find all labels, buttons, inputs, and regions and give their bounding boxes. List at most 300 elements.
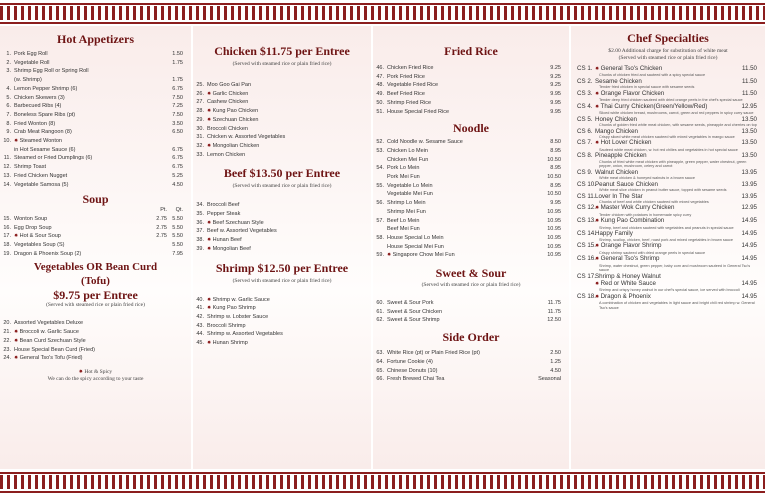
item-name	[14, 346, 191, 355]
item-number: 53.	[376, 147, 384, 154]
menu-item	[373, 308, 569, 317]
item-number: 21.	[3, 329, 11, 336]
item-name	[387, 375, 538, 384]
item-number: 3.	[6, 68, 11, 75]
item-name-text: Sweet & Sour Shrimp	[387, 317, 440, 324]
item-name-text: Mongolian Beef	[212, 245, 251, 252]
item-price: 11.50	[741, 89, 757, 97]
menu-item	[0, 328, 191, 337]
item-number: 46.	[376, 65, 384, 71]
item-name	[14, 120, 161, 129]
item-name-text: Beef Fried Rice	[387, 91, 425, 98]
item-name	[207, 227, 371, 236]
item-name	[387, 234, 539, 243]
item-name	[14, 224, 151, 233]
item-number: 33.	[196, 151, 204, 158]
item-name	[387, 358, 539, 367]
item-name-text: Broccoli Shrimp	[207, 322, 246, 329]
item-name-text: Dragon & Phoenix	[600, 292, 651, 300]
item-name	[595, 78, 735, 85]
item-description: Chunks of chicken fried and sauteed with a spicy special sauce	[599, 73, 706, 78]
item-name	[387, 308, 539, 317]
item-name	[387, 367, 539, 376]
hot-spicy-icon: ✸	[595, 293, 601, 300]
item-name-text: Pork Fried Rice	[387, 73, 425, 80]
item-price-qt: 7.95	[172, 250, 183, 257]
hot-spicy-icon: ✸	[14, 233, 20, 240]
item-name-text: Hunan Shrimp	[212, 340, 248, 347]
item-number: 50.	[376, 99, 384, 106]
spicy-note-detail: We can do the spicy according to your taste	[47, 375, 144, 382]
item-name	[595, 103, 735, 111]
veg-title-tofu: (Tofu)	[81, 275, 110, 288]
menu-item	[193, 322, 371, 331]
item-name	[207, 125, 371, 134]
item-price: 13.50	[741, 152, 757, 160]
item-name-text: Sesame Chicken	[595, 77, 642, 85]
item-name	[387, 81, 539, 90]
item-number: 2.	[6, 59, 11, 66]
menu-item	[373, 81, 569, 90]
shrimp-subtitle: (Served with steamed rice or plain fried rice)	[232, 277, 332, 284]
item-price	[161, 67, 183, 76]
item-number	[373, 156, 387, 165]
menu-item	[373, 225, 569, 234]
item-number	[571, 280, 595, 288]
beef-title: Beef $13.50 per Entree	[223, 166, 341, 181]
item-name-text: Szechuan Chicken	[212, 116, 259, 123]
item-number: 54.	[376, 165, 384, 172]
menu-item	[0, 120, 191, 129]
menu-item	[193, 151, 371, 160]
item-number: CS 18.	[577, 292, 596, 300]
item-name-text: Broccoli Beef	[207, 202, 240, 209]
item-name	[595, 230, 735, 237]
item-name-text: General Tso's Shrimp	[600, 255, 660, 263]
item-name-text: Mongolian Chicken	[212, 142, 260, 149]
menu-item	[193, 245, 371, 254]
menu-item	[193, 201, 371, 210]
item-price: 1.25	[550, 358, 561, 365]
hot-spicy-icon: ✸	[207, 340, 213, 347]
item-description: Chunks of beef and white chicken sauteed with mixed vegetables	[599, 199, 709, 204]
item-name	[207, 296, 371, 305]
hot-spicy-icon: ✸	[595, 140, 601, 147]
item-price: 11.75	[547, 308, 561, 315]
item-number: 61.	[376, 308, 384, 315]
item-name	[595, 273, 735, 280]
item-name	[387, 208, 539, 217]
menu-item	[193, 90, 371, 99]
hot-spicy-icon: ✸	[387, 252, 393, 259]
shrimp-title: Shrimp $12.50 per Entree	[215, 260, 349, 275]
sweet-sour-list	[373, 299, 569, 325]
item-name	[14, 337, 191, 346]
item-number: 27.	[196, 99, 204, 106]
menu-item	[373, 182, 569, 191]
menu-item	[571, 65, 765, 73]
item-name-text: House Special Mei Fun	[387, 243, 444, 250]
menu-item	[571, 181, 765, 188]
item-name-text: Sweet & Sour Chicken	[387, 308, 443, 315]
shrimp-list	[193, 296, 371, 348]
item-number: 64.	[376, 358, 384, 365]
item-name	[595, 181, 735, 188]
item-name-text: Master Wok Curry Chicken	[600, 204, 675, 212]
item-name	[14, 354, 191, 363]
item-name-text: Vegetable Lo Mein	[387, 182, 433, 189]
item-name-text: Chicken Skewers (3)	[14, 94, 65, 101]
hot-spicy-icon: ✸	[207, 305, 213, 312]
menu-item	[571, 204, 765, 212]
side-order-list	[373, 349, 569, 384]
noodle-list	[373, 138, 569, 260]
item-price: 10.95	[547, 226, 561, 233]
item-name	[14, 319, 191, 328]
hot-spicy-icon: ✸	[595, 243, 601, 250]
item-name	[387, 156, 539, 165]
menu-item	[193, 236, 371, 245]
menu-item	[571, 293, 765, 301]
item-price-qt: 5.50	[172, 215, 183, 222]
item-number: CS 2.	[577, 77, 593, 85]
hot-spicy-icon: ✸	[207, 245, 213, 252]
menu-item	[571, 90, 765, 98]
item-name-text: Hot Lover Chicken	[600, 139, 652, 147]
menu-item	[373, 299, 569, 308]
soup-list	[0, 215, 191, 259]
menu-item	[571, 152, 765, 159]
item-number: CS 1.	[577, 65, 593, 72]
item-number: 65.	[376, 367, 384, 374]
item-price-qt: 5.50	[172, 242, 183, 249]
item-name-text: (w. Shrimp)	[14, 77, 42, 84]
item-name-text: Shrimp w. Assorted Vegetables	[207, 331, 283, 338]
menu-item	[193, 142, 371, 151]
item-price: 10.95	[547, 208, 561, 215]
item-name	[387, 99, 539, 108]
item-description: White meat chicken & honeyed walnuts in a brown sauce	[599, 176, 696, 181]
item-description: A combination of chicken and vegetables in light sauce and bright chili red shrimp w. General Tso's sauce	[599, 301, 755, 310]
item-price: 4.50	[172, 181, 183, 188]
item-number: 20.	[3, 320, 11, 327]
item-name	[595, 193, 735, 200]
item-description: White meat slice chicken in peanut butter sauce, topped with sesame seeds	[599, 188, 727, 193]
item-name	[207, 98, 371, 107]
item-name	[387, 164, 539, 173]
item-price-qt: 5.50	[172, 233, 183, 240]
item-number: 55.	[376, 182, 384, 189]
item-price: 8.95	[550, 165, 561, 172]
item-name-text: Kung Pao Chicken	[212, 108, 259, 115]
menu-item	[373, 190, 569, 199]
item-description: Sliced white chicken breast, mushrooms, carrot, green and red peppers in spicy curry sauce	[599, 111, 754, 116]
item-price: 10.95	[547, 217, 561, 224]
item-name	[595, 139, 735, 147]
item-name	[387, 349, 539, 358]
hot-spicy-icon: ✸	[595, 205, 601, 212]
item-name	[207, 219, 371, 228]
item-name	[207, 133, 371, 142]
menu-item	[193, 339, 371, 348]
item-price: 8.95	[550, 147, 561, 154]
veg-subtitle: (Served with steamed rice or plain fried rice)	[46, 302, 145, 309]
beef-subtitle: (Served with steamed rice or plain fried rice)	[232, 183, 332, 190]
item-name	[207, 107, 371, 116]
item-number: CS 16.	[577, 255, 596, 263]
item-number: CS 15.	[577, 242, 596, 250]
item-price: 11.75	[547, 300, 561, 307]
item-number: 59.	[376, 252, 384, 259]
item-price: 14.95	[741, 230, 757, 238]
soup-title: Soup	[82, 192, 109, 207]
item-number: 63.	[376, 350, 384, 357]
item-name-text: Happy Family	[595, 230, 633, 238]
item-name	[14, 172, 161, 181]
item-name	[14, 163, 161, 172]
item-name-text: Shrimp w. Garlic Sauce	[212, 296, 270, 303]
item-name-text: Red or White Sauce	[600, 279, 656, 287]
menu-item	[571, 217, 765, 225]
item-price	[735, 273, 757, 280]
item-price: 7.50	[172, 111, 183, 118]
item-name-text: Chicken w. Assorted Vegetables	[207, 134, 286, 141]
item-name	[207, 81, 371, 90]
item-name-text: Pineapple Chicken	[595, 152, 647, 160]
item-price: 1.50	[172, 51, 183, 57]
item-price: 13.50	[741, 115, 757, 123]
item-name	[14, 250, 151, 259]
item-price: 10.50	[547, 174, 561, 181]
item-name	[207, 116, 371, 125]
menu-item	[373, 73, 569, 82]
item-name-text: Vegetable Fried Rice	[387, 82, 439, 89]
menu-item	[373, 138, 569, 147]
item-name	[207, 210, 371, 219]
menu-item	[373, 217, 569, 226]
item-name	[595, 90, 735, 98]
item-price: 9.25	[550, 65, 561, 71]
item-number	[0, 146, 14, 155]
item-description: Sauteed white meat chicken, w. hot red chilies and vegetables in hot special sauce	[599, 147, 738, 152]
chicken-subtitle: (Served with steamed rice or plain fried rice)	[232, 61, 332, 67]
item-price: 1.75	[172, 77, 183, 84]
item-name-text: Pork Lo Mein	[387, 165, 420, 172]
item-name-text: Honey Chicken	[595, 115, 637, 123]
item-price: 13.50	[741, 139, 757, 147]
item-number: 36.	[196, 219, 204, 226]
item-price: 13.95	[741, 180, 757, 188]
menu-item	[0, 59, 191, 68]
item-price: 9.95	[550, 200, 561, 207]
hot-spicy-icon: ✸	[595, 280, 601, 287]
item-number: 42.	[196, 313, 204, 320]
item-number: 35.	[196, 211, 204, 218]
menu-item	[0, 241, 191, 250]
menu-item	[0, 146, 191, 155]
item-name	[387, 199, 539, 208]
item-number: CS 4.	[577, 102, 593, 110]
item-name-text: Kung Pao Combination	[600, 217, 665, 225]
item-name	[387, 73, 539, 82]
item-number: 8.	[6, 120, 11, 127]
item-name	[207, 339, 371, 348]
menu-item	[571, 273, 765, 280]
menu-item	[0, 102, 191, 111]
menu-item	[0, 163, 191, 172]
menu-item	[0, 215, 191, 224]
item-name	[207, 151, 371, 160]
item-name-text: Vegetable Samosa (5)	[14, 181, 69, 188]
item-name-text: Vegetable Mei Fun	[387, 191, 433, 198]
item-name	[387, 90, 539, 99]
item-name-text: Dragon & Phoenix Soup (2)	[14, 250, 82, 257]
item-name	[14, 154, 161, 163]
item-price: 10.50	[547, 191, 561, 198]
item-description: Shrimp, beef and chicken sauteed with vegetables and peanuts in special sauce	[599, 225, 734, 230]
item-number	[0, 76, 14, 85]
item-name-text: Mango Chicken	[595, 127, 638, 135]
item-number: 43.	[196, 322, 204, 329]
item-number: 4.	[6, 85, 11, 92]
menu-item	[193, 210, 371, 219]
menu-item	[571, 139, 765, 147]
item-price: 8.95	[550, 182, 561, 189]
item-description: Tender deep fried chicken sauteed with dried orange peels in the chef's special sauce	[599, 98, 743, 103]
item-price: 9.95	[550, 99, 561, 106]
hot-spicy-icon: ✸	[207, 296, 213, 303]
menu-item	[373, 251, 569, 260]
item-number: CS 5.	[577, 115, 593, 123]
item-price: 6.50	[172, 129, 183, 136]
panel-chef-specialties	[571, 26, 765, 469]
item-name-text: Singapore Chow Mei Fun	[392, 252, 455, 259]
hot-spicy-icon: ✸	[595, 256, 601, 263]
item-name-text: General Tso's Tofu (Fried)	[19, 355, 83, 362]
item-price: 6.75	[172, 164, 183, 171]
item-description: Tender chicken with potatoes in homemade spicy curry	[599, 212, 692, 217]
item-name	[387, 138, 539, 147]
item-name	[207, 330, 371, 339]
item-name	[14, 328, 191, 337]
item-name	[387, 190, 539, 199]
item-number: 31.	[196, 134, 204, 141]
item-name-text: Shrimp Fried Rice	[387, 99, 432, 106]
menu-item	[0, 354, 191, 363]
beef-list	[193, 201, 371, 253]
item-name-text: Shrimp & Honey Walnut	[595, 272, 661, 280]
item-name	[595, 116, 735, 123]
item-name	[595, 128, 735, 135]
top-border	[0, 0, 765, 26]
item-price-pt	[151, 241, 167, 250]
item-number	[373, 208, 387, 217]
menu-item	[571, 169, 765, 176]
item-price: 7.25	[172, 103, 183, 110]
fried-rice-title: Fried Rice	[444, 44, 498, 58]
item-name-text: Fortune Cookie (4)	[387, 358, 433, 365]
item-name-text: Orange Flavor Shrimp	[600, 242, 662, 250]
menu-item	[0, 76, 191, 85]
item-number: 32.	[196, 142, 204, 149]
item-name-text: House Special Lo Mein	[387, 234, 444, 241]
hot-spicy-icon: ✸	[207, 142, 213, 149]
item-price: 10.95	[547, 252, 561, 259]
menu-item	[0, 94, 191, 103]
item-price: 1.75	[172, 59, 183, 66]
item-name	[387, 182, 539, 191]
menu-item	[0, 250, 191, 259]
item-name	[14, 146, 161, 155]
item-number: 1.	[6, 51, 11, 57]
item-name	[14, 102, 161, 111]
menu-item	[571, 230, 765, 237]
item-number: 28.	[196, 108, 204, 115]
item-name	[207, 304, 371, 313]
item-number: 44.	[196, 331, 204, 338]
item-name-text: Shrimp Egg Roll or Spring Roll	[14, 68, 89, 75]
item-name-text: Shrimp w. Lobster Sauce	[207, 313, 269, 320]
menu-item	[193, 227, 371, 236]
fried-rice-list	[373, 64, 569, 116]
menu-item	[571, 103, 765, 111]
item-number: 60.	[376, 300, 384, 307]
item-name-text: Kung Pao Shrimp	[212, 305, 256, 312]
item-name-text: Lemon Pepper Shrimp (6)	[14, 85, 78, 92]
hot-spicy-icon: ✸	[207, 237, 213, 244]
item-name	[207, 201, 371, 210]
item-name-text: Broccoli Chicken	[207, 125, 248, 132]
item-name-text: Chicken Mei Fun	[387, 156, 429, 163]
hot-spicy-icon: ✸	[595, 90, 601, 97]
item-number: 58.	[376, 234, 384, 241]
item-price: 10.95	[547, 243, 561, 250]
menu-item	[571, 242, 765, 250]
item-price: 4.50	[550, 367, 561, 374]
item-name-text: Lover In The Star	[595, 192, 643, 200]
item-name-text: Hunan Beef	[212, 237, 242, 244]
item-name-text: Cashew Chicken	[207, 99, 249, 106]
item-number: 45.	[196, 340, 204, 347]
menu-item	[193, 133, 371, 142]
menu-item	[571, 193, 765, 200]
item-price: 13.50	[741, 127, 757, 135]
item-price: 6.75	[172, 146, 183, 153]
item-name-text: Pork Mei Fun	[387, 174, 420, 181]
menu-item	[0, 137, 191, 146]
item-number: 19.	[3, 250, 11, 257]
menu-item	[193, 107, 371, 116]
item-number: 29.	[196, 116, 204, 123]
item-description: Crispy shrimp sauteed with dried orange peels in special sauce	[599, 250, 706, 255]
item-number: CS 17.	[577, 272, 596, 280]
item-name-text: Pepper Steak	[207, 211, 241, 218]
item-number: CS 9.	[577, 168, 593, 176]
item-name	[207, 245, 371, 254]
item-name-text: White Rice (pt) or Plain Fried Rice (pt)	[387, 350, 480, 357]
item-name	[387, 243, 539, 252]
item-name	[14, 232, 151, 241]
item-number: CS 11.	[577, 192, 596, 200]
item-name-text: Thai Curry Chicken(Green/Yellow/Red)	[600, 102, 708, 110]
item-price: 14.95	[741, 292, 757, 300]
item-price: 12.95	[741, 102, 757, 110]
menu-item	[0, 346, 191, 355]
item-name-text: Shrimp Lo Mein	[387, 200, 426, 207]
panel-rice-noodle	[373, 26, 569, 469]
menu-item	[571, 128, 765, 135]
item-name-text: General Tso's Chicken	[600, 65, 663, 72]
